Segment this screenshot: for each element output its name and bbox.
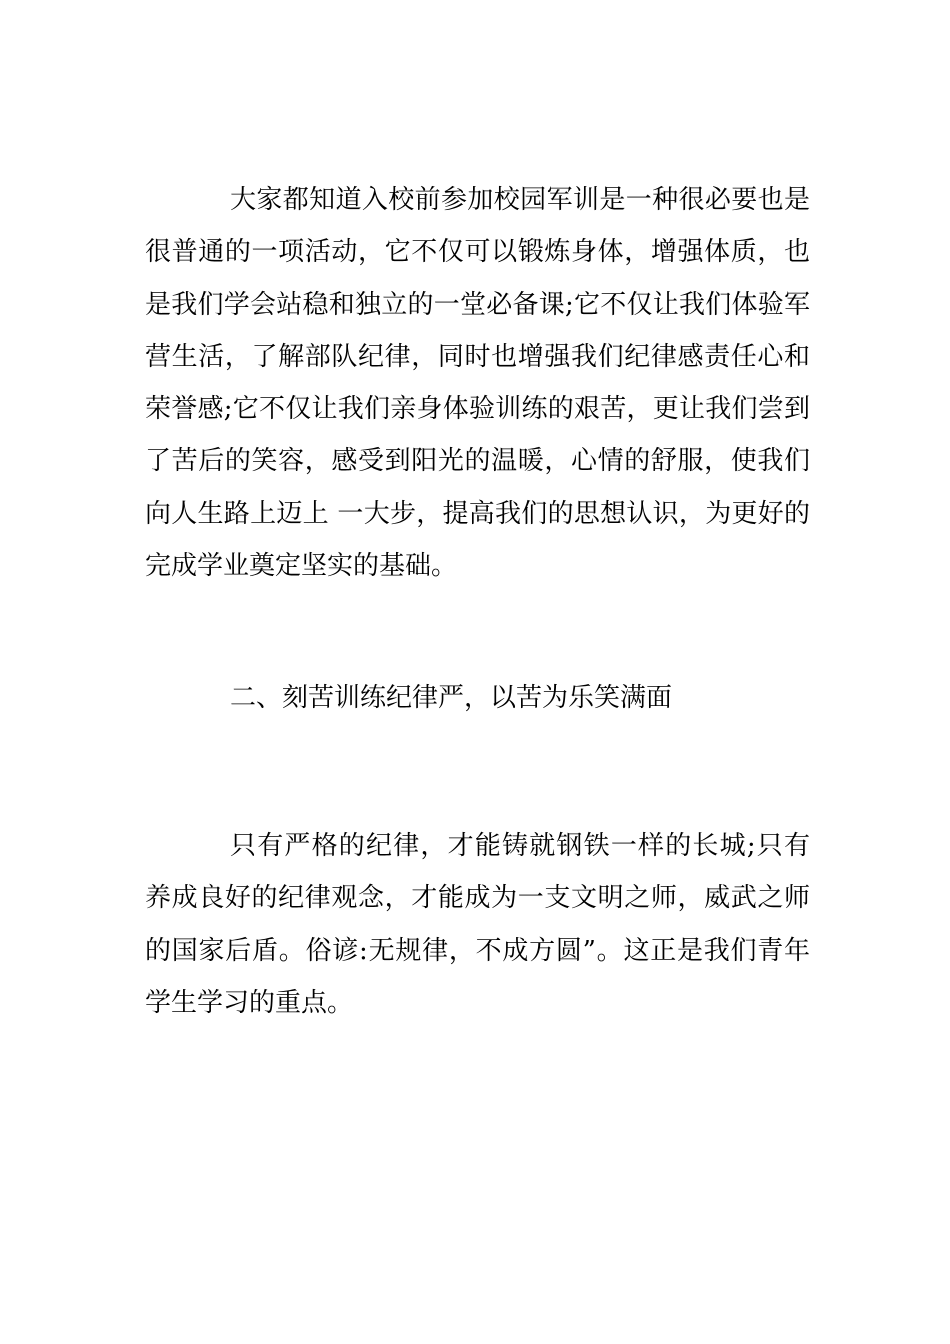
body-paragraph-2: 只有严格的纪律，才能铸就钢铁一样的长城;只有养成良好的纪律观念，才能成为一支文明之师，威武之师的国家后盾。俗谚:无规律，不成方圆”。这正是我们青年学生学习的重点。 xyxy=(145,831,810,1018)
body-paragraph-1: 大家都知道入校前参加校园军训是一种很必要也是很普通的一项活动，它不仅可以锻炼身体，增强体质，也是我们学会站稳和独立的一堂必备课;它不仅让我们体验军营生活，了解部队纪律，同时也增强我们纪律感责任心和荣誉感;它不仅让我们亲身体验训练的艰苦，更让我们尝到了苦后的笑容，感受到阳光的温暖，心情的舒服，使我们向人生路上迈上 一大步，提高我们的思想认识，为更好的完成学业奠定坚实的基础。 xyxy=(145,185,810,582)
section-heading: 二、刻苦训练纪律严，以苦为乐笑满面 xyxy=(230,683,673,713)
